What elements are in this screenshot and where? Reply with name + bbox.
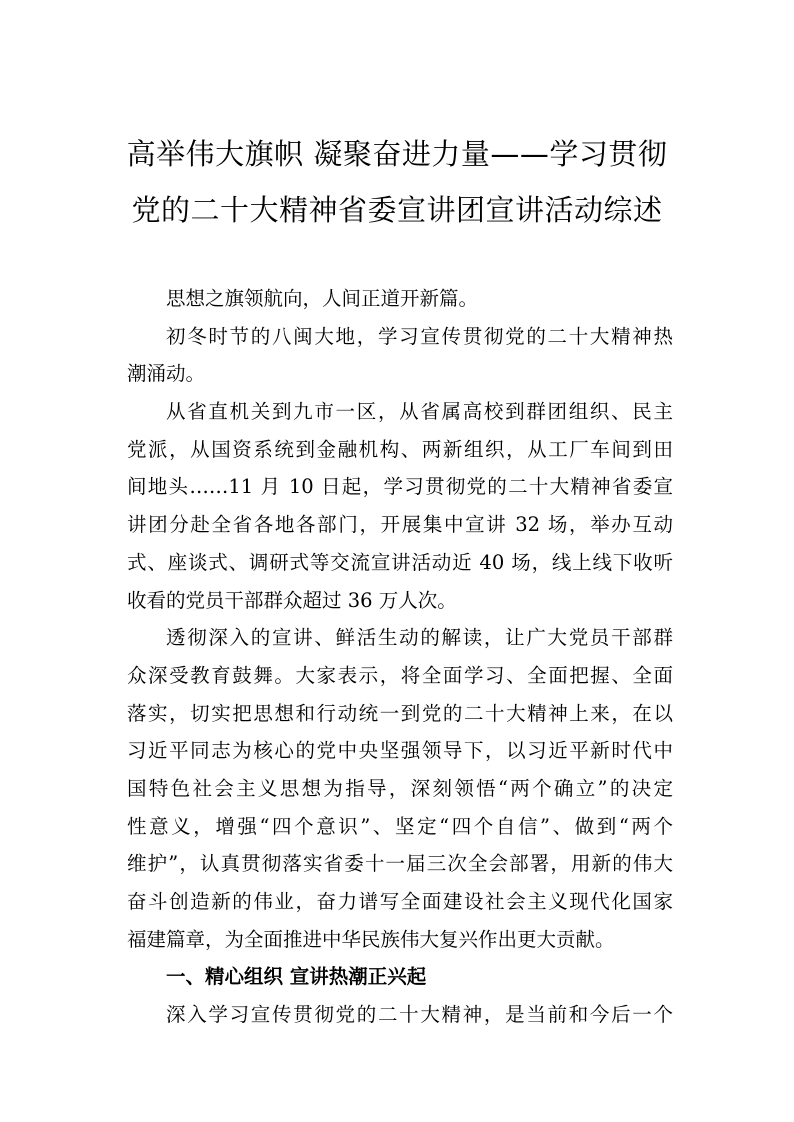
text-line: 奋斗创造新的伟业，奋力谱写全面建设社会主义现代化国家	[127, 890, 673, 913]
text-line: 深入学习宣传贯彻党的二十大精神，是当前和今后一个	[166, 1003, 673, 1027]
text-line: 思想之旗领航向，人间正道开新篇。	[166, 287, 479, 310]
document-title-line-2: 党的二十大精神省委宣讲团宣讲活动综述	[131, 193, 663, 227]
text-line: 习近平同志为核心的党中央坚强领导下，以习近平新时代中	[127, 739, 673, 763]
section-heading: 一、精心组织 宣讲热潮正兴起	[166, 965, 427, 989]
text-line: 福建篇章，为全面推进中华民族伟大复兴作出更大贡献。	[127, 927, 615, 951]
text-line: 从省直机关到九市一区，从省属高校到群团组织、民主	[166, 400, 673, 424]
text-line: 落实，切实把思想和行动统一到党的二十大精神上来，在以	[127, 701, 673, 725]
text-line: 初冬时节的八闽大地，学习宣传贯彻党的二十大精神热	[166, 324, 673, 348]
text-line: 式、座谈式、调研式等交流宣讲活动近 40 场，线上线下收听	[127, 550, 673, 574]
text-line: 党派，从国资系统到金融机构、两新组织，从工厂车间到田	[127, 437, 673, 461]
text-line: 间地头……11 月 10 日起，学习贯彻党的二十大精神省委宣	[127, 475, 673, 499]
text-line: 潮涌动。	[127, 362, 206, 386]
text-line: 收看的党员干部群众超过 36 万人次。	[127, 588, 457, 612]
text-line: 性意义，增强“四个意识”、坚定“四个自信”、做到“两个	[127, 814, 673, 838]
document-title-line-1: 高举伟大旗帜 凝聚奋进力量——学习贯彻	[126, 137, 668, 171]
text-line: 国特色社会主义思想为指导，深刻领悟“两个确立”的决定	[127, 776, 673, 800]
document-body	[127, 280, 673, 1034]
text-line: 透彻深入的宣讲、鲜活生动的解读，让广大党员干部群	[166, 626, 673, 650]
text-line: 讲团分赴全省各地各部门，开展集中宣讲 32 场，举办互动	[127, 513, 673, 537]
text-line: 维护”，认真贯彻落实省委十一届三次全会部署，用新的伟大	[127, 852, 673, 876]
text-line: 众深受教育鼓舞。大家表示，将全面学习、全面把握、全面	[127, 663, 673, 687]
